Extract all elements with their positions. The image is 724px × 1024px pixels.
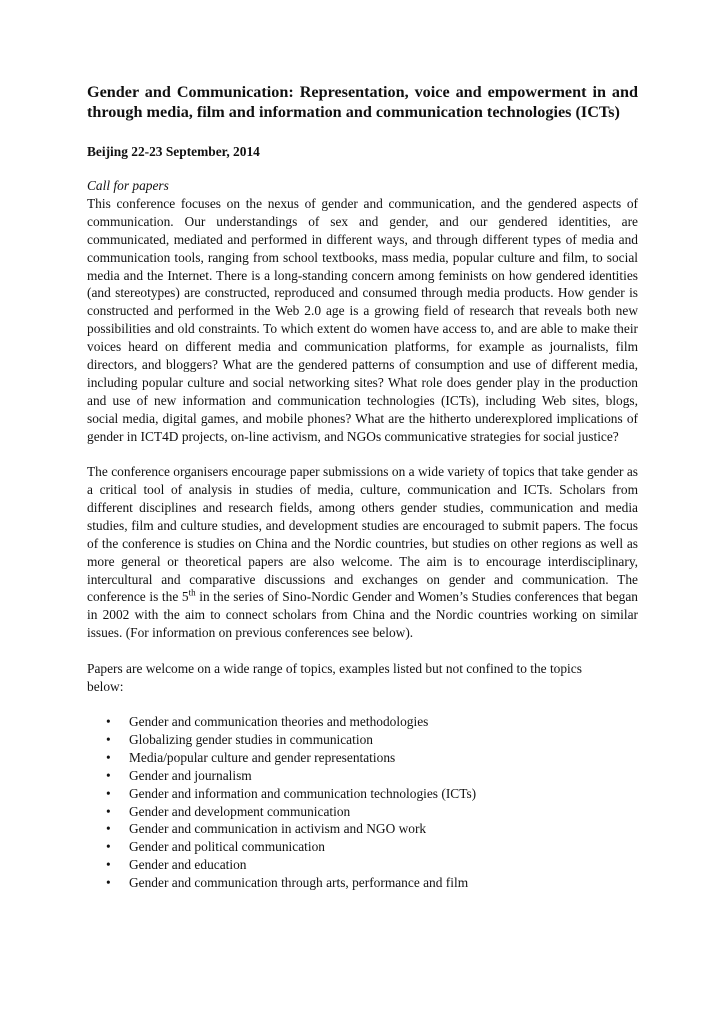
bullet-icon: • — [106, 839, 111, 855]
topics-intro-line-2: below: — [87, 678, 124, 694]
bullet-icon: • — [106, 767, 111, 783]
intro-paragraph: This conference focuses on the nexus of gender and communication, and the gendered aspects of communication. Our understandings of sex and gender, and our gendered identities, are communicated, mediated and performed in different ways, and through different types of media and communication tools, ranging from school textbooks, mass media, popular culture and film, to social media and the Internet. There is a long-standing concern among feminists on how gendered identities (and stereotypes) are constructed, reproduced and consumed through media products. How gender is constructed and performed in the Web 2.0 age is a growing field of research that reveals both new possibilities and old constraints. To which extent do women have access to, and are able to make their voices heard on different media and communication platforms, for example as journalists, film directors, and bloggers? What are the gendered patterns of consumption and use of different media, including popular culture and social networking sites? What role does gender play in the production and use of new information and communication technologies (ICTs), including Web sites, blogs, social media, digital games, and mobile phones? What are the hitherto underexplored implications of gender in ICT4D projects, on-line activism, and NGOs communicative strategies for social justice? — [87, 195, 638, 444]
bullet-icon: • — [106, 875, 111, 891]
bullet-icon: • — [106, 713, 111, 729]
submission-text-end: in the series of Sino-Nordic Gender and Women’s Studies conferences that began in 2002 with the aim to connect scholars from China and the Nordic countries working on similar issues. (For information on previous conferences see below). — [87, 589, 638, 641]
topic-list-item — [87, 838, 638, 856]
topic-list — [87, 713, 638, 892]
topic-list-item — [87, 767, 638, 785]
topic-label: Media/popular culture and gender representations — [129, 749, 396, 765]
topic-label: Gender and development communication — [129, 803, 351, 819]
bullet-icon: • — [106, 821, 111, 837]
topics-intro-paragraph — [87, 660, 638, 696]
topic-list-item — [87, 785, 638, 803]
topic-list-item — [87, 749, 638, 767]
bullet-icon: • — [106, 749, 111, 765]
document-page — [87, 82, 638, 892]
call-for-papers-label: Call for papers — [87, 178, 169, 193]
bullet-icon: • — [106, 785, 111, 801]
topic-label: Gender and political communication — [129, 839, 325, 855]
topic-label: Gender and communication through arts, performance and film — [129, 875, 469, 891]
conference-date-location: Beijing 22-23 September, 2014 — [87, 144, 260, 159]
topic-label: Globalizing gender studies in communication — [129, 731, 373, 747]
topic-list-item — [87, 713, 638, 731]
topics-intro-line-1: Papers are welcome on a wide range of topics, examples listed but not confined to the topics — [87, 660, 582, 676]
topic-list-item — [87, 803, 638, 821]
topic-list-item — [87, 820, 638, 838]
topic-label: Gender and education — [129, 857, 247, 873]
ordinal-suffix: th — [188, 587, 196, 598]
document-title: Gender and Communication: Representation, voice and empowerment in and through media, film and information and communication technologies (ICTs) — [87, 83, 638, 121]
topic-list-item — [87, 731, 638, 749]
topic-list-item — [87, 874, 638, 892]
bullet-icon: • — [106, 803, 111, 819]
bullet-icon: • — [106, 857, 111, 873]
topic-label: Gender and journalism — [129, 767, 252, 783]
submission-paragraph — [87, 463, 638, 642]
topic-label: Gender and information and communication technologies (ICTs) — [129, 785, 477, 801]
topic-label: Gender and communication theories and methodologies — [129, 713, 429, 729]
submission-text-start: The conference organisers encourage paper submissions on a wide variety of topics that take gender as a critical tool of analysis in studies of media, culture, communication and ICTs. Scholars from different disciplines and research fields, among others gender studies, communication and media studies, film and culture studies, and development studies are encouraged to submit papers. The focus of the conference is studies on China and the Nordic countries, but studies on other regions as well as more general or theoretical papers are also welcome. The aim is to encourage interdisciplinary, intercultural and comparative discussions and exchanges on gender and communication. The conference is the 5 — [87, 464, 638, 605]
bullet-icon: • — [106, 731, 111, 747]
topic-list-item — [87, 856, 638, 874]
topic-label: Gender and communication in activism and NGO work — [129, 821, 427, 837]
